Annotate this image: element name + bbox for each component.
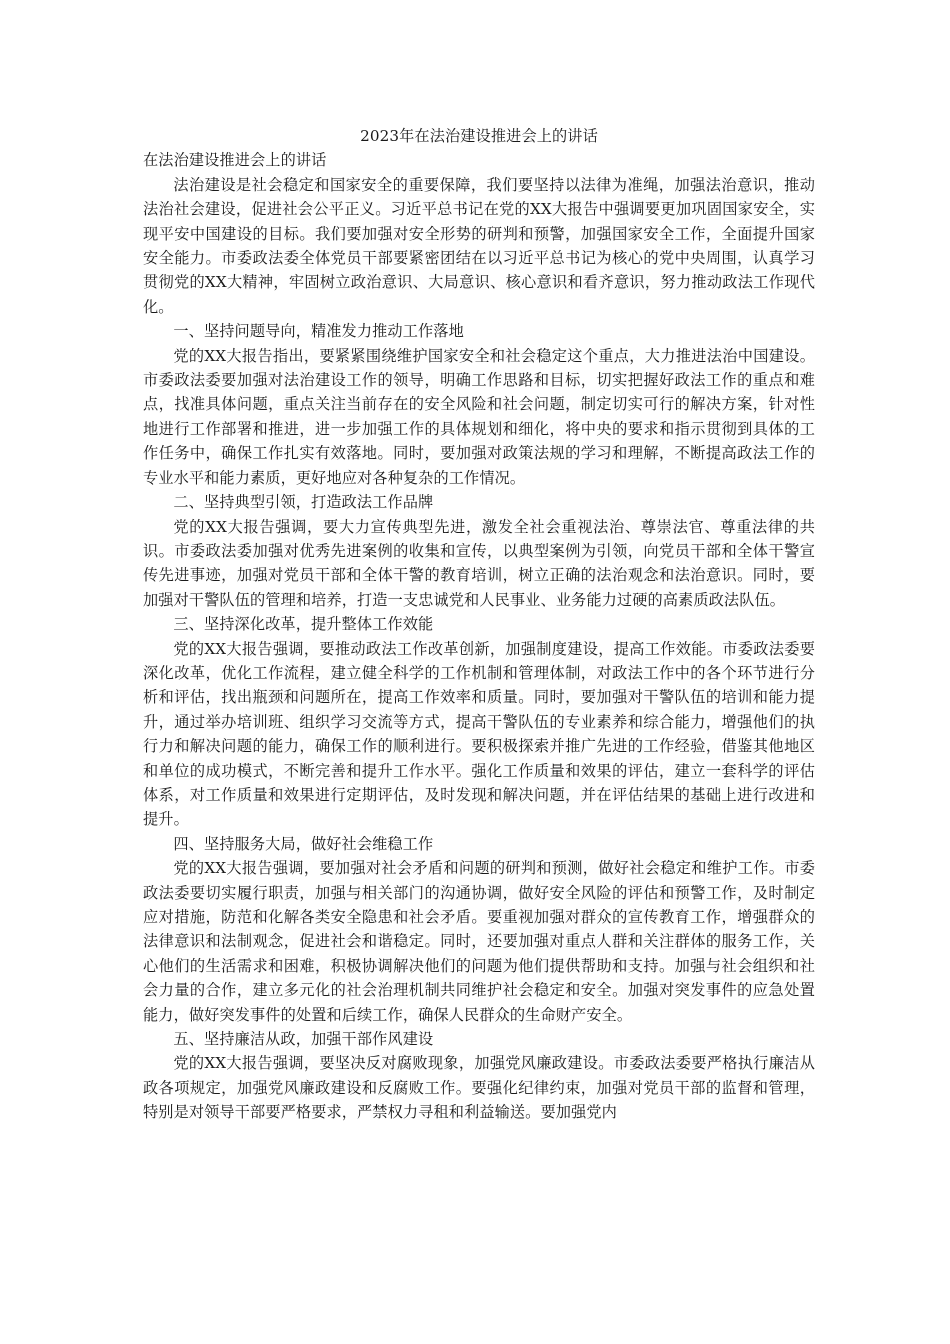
- document-subtitle: 在法治建设推进会上的讲话: [143, 151, 327, 170]
- section-heading-5: 五、坚持廉洁从政，加强干部作风建设: [173, 1030, 434, 1049]
- section-heading-4: 四、坚持服务大局，做好社会维稳工作: [173, 834, 434, 853]
- section-body-2: 党的XX大报告强调，要大力宣传典型先进，激发全社会重视法治、尊崇法官、尊重法律的共识。市委政法委加强对优秀先进案例的收集和宣传，以典型案例为引领，向党员干部和全体干警宣传先进事迹，加强对党员干部和全体干警的教育培训，树立正确的法治观念和法治意识。同时，要加强对干警队伍的管理和培养，打造一支忠诚党和人民事业、业务能力过硬的高素质政法队伍。: [143, 517, 815, 609]
- document-page: [143, 124, 815, 1125]
- section-heading-2: 二、坚持典型引领，打造政法工作品牌: [173, 493, 434, 512]
- section-heading-1: 一、坚持问题导向，精准发力推动工作落地: [173, 322, 464, 341]
- section-heading-3: 三、坚持深化改革，提升整体工作效能: [173, 615, 434, 634]
- section-body-3: 党的XX大报告强调，要推动政法工作改革创新，加强制度建设，提高工作效能。市委政法委要深化改革，优化工作流程，建立健全科学的工作机制和管理体制，对政法工作中的各个环节进行分析和评估，找出瓶颈和问题所在，提高工作效率和质量。同时，要加强对干警队伍的培训和能力提升，通过举办培训班、组织学习交流等方式，提高干警队伍的专业素养和综合能力，增强他们的执行力和解决问题的能力，确保工作的顺利进行。要积极探索并推广先进的工作经验，借鉴其他地区和单位的成功模式，不断完善和提升工作水平。强化工作质量和效果的评估，建立一套科学的评估体系，对工作质量和效果进行定期评估，及时发现和解决问题，并在评估结果的基础上进行改进和提升。: [143, 639, 815, 829]
- document-title: 2023年在法治建设推进会上的讲话: [360, 127, 598, 145]
- section-body-1: 党的XX大报告指出，要紧紧围绕维护国家安全和社会稳定这个重点，大力推进法治中国建设。市委政法委要加强对法治建设工作的领导，明确工作思路和目标，切实把握好政法工作的重点和难点，找准具体问题，重点关注当前存在的安全风险和社会问题，制定切实可行的解决方案，针对性地进行工作部署和推进，进一步加强工作的具体规划和细化，将中央的要求和指示贯彻到具体的工作任务中，确保工作扎实有效落地。同时，要加强对政策法规的学习和理解，不断提高政法工作的专业水平和能力素质，更好地应对各种复杂的工作情况。: [143, 346, 815, 487]
- section-body-5: 党的XX大报告强调，要坚决反对腐败现象，加强党风廉政建设。市委政法委要严格执行廉洁从政各项规定，加强党风廉政建设和反腐败工作。要强化纪律约束，加强对党员干部的监督和管理，特别是对领导干部要严格要求，严禁权力寻租和利益输送。要加强党内: [143, 1054, 815, 1122]
- intro-paragraph: 法治建设是社会稳定和国家安全的重要保障，我们要坚持以法律为准绳，加强法治意识，推动法治社会建设，促进社会公平正义。习近平总书记在党的XX大报告中强调要更加巩固国家安全，实现平安中国建设的目标。我们要加强对安全形势的研判和预警，加强国家安全工作，全面提升国家安全能力。市委政法委全体党员干部要紧密团结在以习近平总书记为核心的党中央周围，认真学习贯彻党的XX大精神，牢固树立政治意识、大局意识、核心意识和看齐意识，努力推动政法工作现代化。: [143, 175, 815, 316]
- section-body-4: 党的XX大报告强调，要加强对社会矛盾和问题的研判和预测，做好社会稳定和维护工作。市委政法委要切实履行职责，加强与相关部门的沟通协调，做好安全风险的评估和预警工作，及时制定应对措施，防范和化解各类安全隐患和社会矛盾。要重视加强对群众的宣传教育工作，增强群众的法律意识和法制观念，促进社会和谐稳定。同时，还要加强对重点人群和关注群体的服务工作，关心他们的生活需求和困难，积极协调解决他们的问题为他们提供帮助和支持。加强与社会组织和社会力量的合作，建立多元化的社会治理机制共同维护社会稳定和安全。加强对突发事件的应急处置能力，做好突发事件的处置和后续工作，确保人民群众的生命财产安全。: [143, 859, 815, 1024]
